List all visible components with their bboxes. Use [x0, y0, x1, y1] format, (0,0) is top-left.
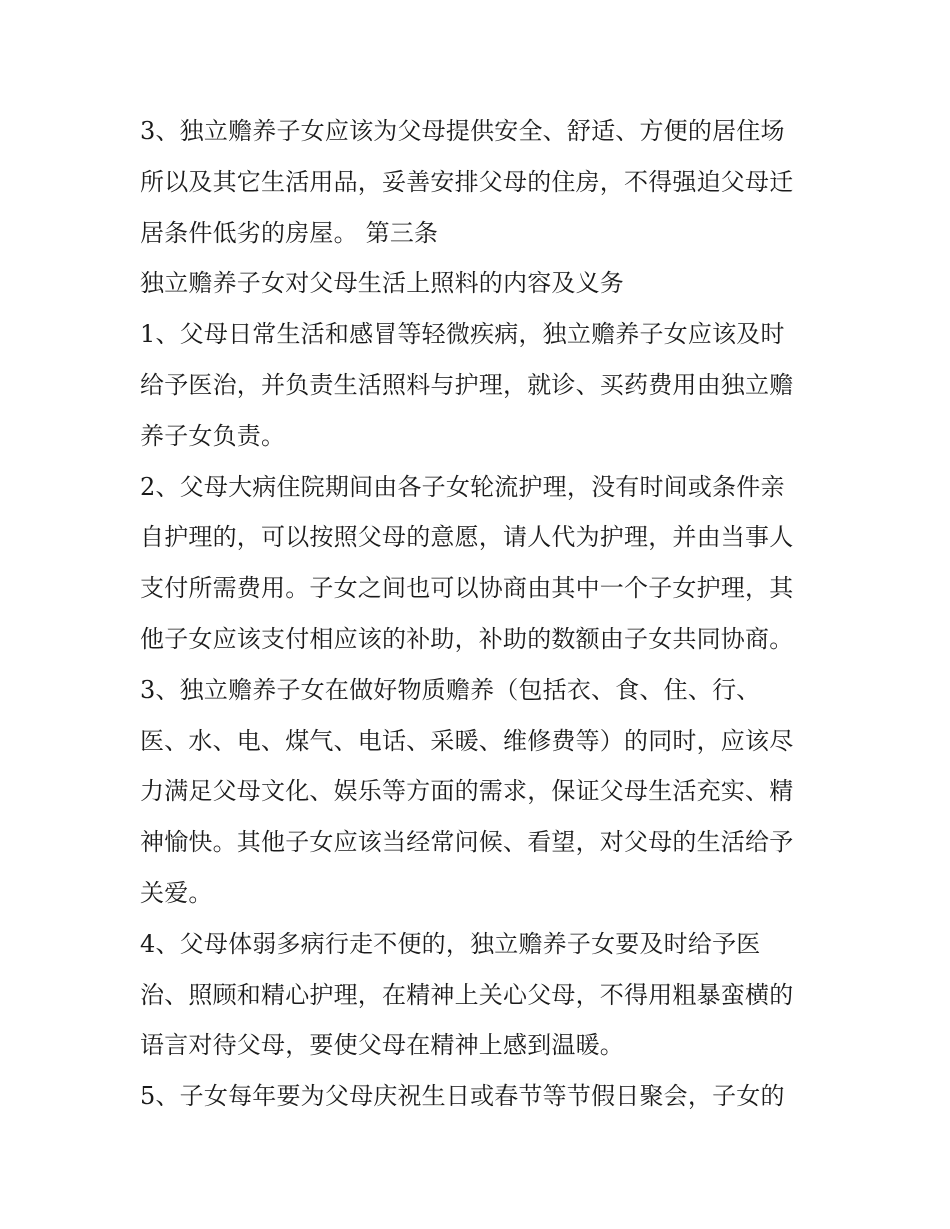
text-line: 3、独立赡养子女应该为父母提供安全、舒适、方便的居住场 — [140, 117, 785, 145]
text-line: 5、子女每年要为父母庆祝生日或春节等节假日聚会，子女的 — [140, 1082, 785, 1111]
text-line: 他子女应该支付相应该的补助，补助的数额由子女共同协商。 — [140, 624, 794, 653]
text-line: 医、水、电、煤气、电话、采暖、维修费等）的同时，应该尽 — [140, 726, 794, 755]
text-line: 3、独立赡养子女在做好物质赡养（包括衣、食、住、行、 — [140, 675, 761, 704]
section-heading: 独立赡养子女对父母生活上照料的内容及义务 — [140, 269, 624, 298]
text-line: 关爱。 — [140, 878, 213, 907]
text-line: 力满足父母文化、娱乐等方面的需求，保证父母生活充实、精 — [140, 777, 794, 806]
text-line: 居条件低劣的房屋。 第三条 — [140, 218, 439, 247]
text-line: 所以及其它生活用品，妥善安排父母的住房，不得强迫父母迁 — [140, 167, 794, 196]
text-line: 自护理的，可以按照父母的意愿，请人代为护理，并由当事人 — [140, 523, 794, 552]
text-line: 治、照顾和精心护理，在精神上关心父母，不得用粗暴蛮横的 — [140, 980, 794, 1009]
document-body — [140, 106, 830, 1122]
text-line: 1、父母日常生活和感冒等轻微疾病，独立赡养子女应该及时 — [140, 320, 785, 349]
text-line: 神愉快。其他子女应该当经常问候、看望，对父母的生活给予 — [140, 828, 794, 857]
text-line: 语言对待父母，要使父母在精神上感到温暖。 — [140, 1031, 624, 1060]
text-line: 4、父母体弱多病行走不便的，独立赡养子女要及时给予医 — [140, 929, 761, 958]
text-line: 养子女负责。 — [140, 421, 286, 450]
text-line: 支付所需费用。子女之间也可以协商由其中一个子女护理，其 — [140, 574, 794, 603]
text-line: 2、父母大病住院期间由各子女轮流护理，没有时间或条件亲 — [140, 472, 785, 501]
text-line: 给予医治，并负责生活照料与护理，就诊、买药费用由独立赡 — [140, 370, 794, 399]
